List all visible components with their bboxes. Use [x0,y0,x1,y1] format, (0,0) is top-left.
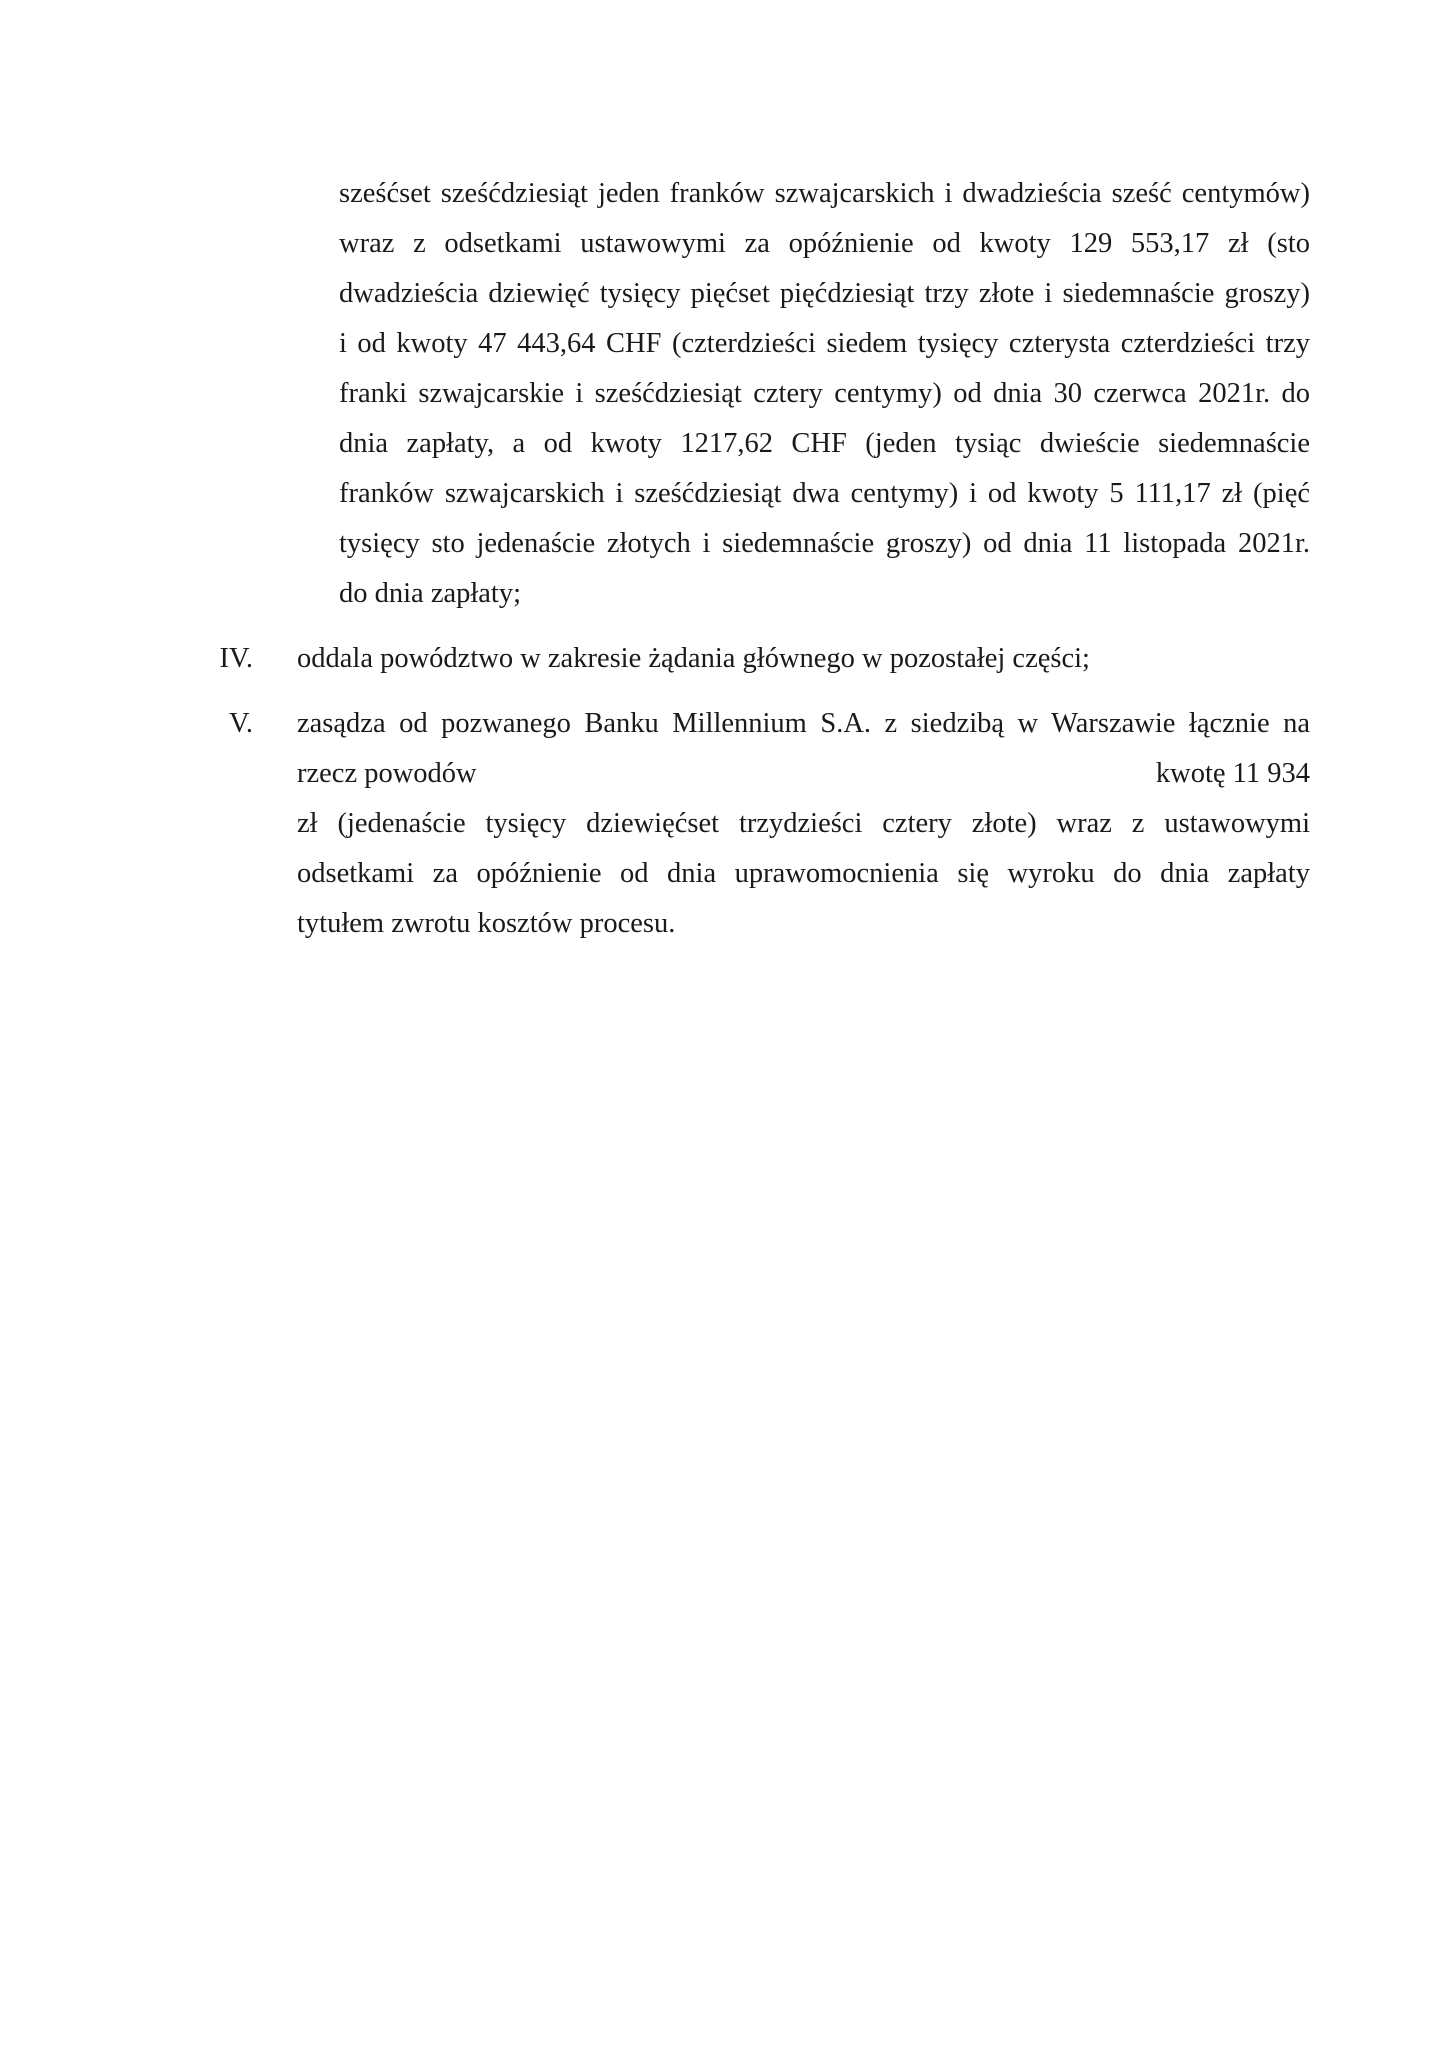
text-line: tytułem zwrotu kosztów procesu. [297,908,676,939]
text-line: do dnia zapłaty; [339,578,522,609]
text-line: zasądza od pozwanego Banku Millennium S.A. z siedzibą w Warszawie łącznie na [297,708,1310,739]
clause-v-number: V. [228,708,253,739]
text-line: tysięcy sto jedenaście złotych i siedemnaście groszy) od dnia 11 listopada 2021r. [339,528,1310,559]
text-line: sześćset sześćdziesiąt jeden franków szwajcarskich i dwadzieścia sześć centymów) [339,178,1310,209]
clause-iv-number: IV. [219,643,253,674]
text-line: dnia zapłaty, a od kwoty 1217,62 CHF (jeden tysiąc dwieście siedemnaście [339,428,1310,459]
clause-iv-body [297,634,1310,684]
clause-v [215,699,1310,949]
text-line: i od kwoty 47 443,64 CHF (czterdzieści siedem tysięcy czterysta czterdzieści trzy [339,328,1310,359]
text-line: zł (jedenaście tysięcy dziewięćset trzydzieści cztery złote) wraz z ustawowymi [297,808,1310,839]
gap-line-right-amount: kwotę 11 934 [1155,758,1310,789]
text-line: odsetkami za opóźnienie od dnia uprawomocnienia się wyroku do dnia zapłaty [297,858,1310,889]
text-line: dwadzieścia dziewięć tysięcy pięćset pięćdziesiąt trzy złote i siedemnaście groszy) [339,278,1310,309]
gap-line-left-text: rzecz powodów [297,758,477,789]
clause-v-body [297,699,1310,949]
text-line: wraz z odsetkami ustawowymi za opóźnienie od kwoty 129 553,17 zł (sto [339,228,1310,259]
clause-iv [215,634,1310,684]
text-line: oddala powództwo w zakresie żądania głównego w pozostałej części; [297,643,1090,674]
text-line: franków szwajcarskich i sześćdziesiąt dwa centymy) i od kwoty 5 111,17 zł (pięć [339,478,1310,509]
text-line-with-redacted-gap [297,749,1310,799]
text-line: franki szwajcarskie i sześćdziesiąt cztery centymy) od dnia 30 czerwca 2021r. do [339,378,1310,409]
clause-iii-continuation-paragraph [339,169,1310,619]
